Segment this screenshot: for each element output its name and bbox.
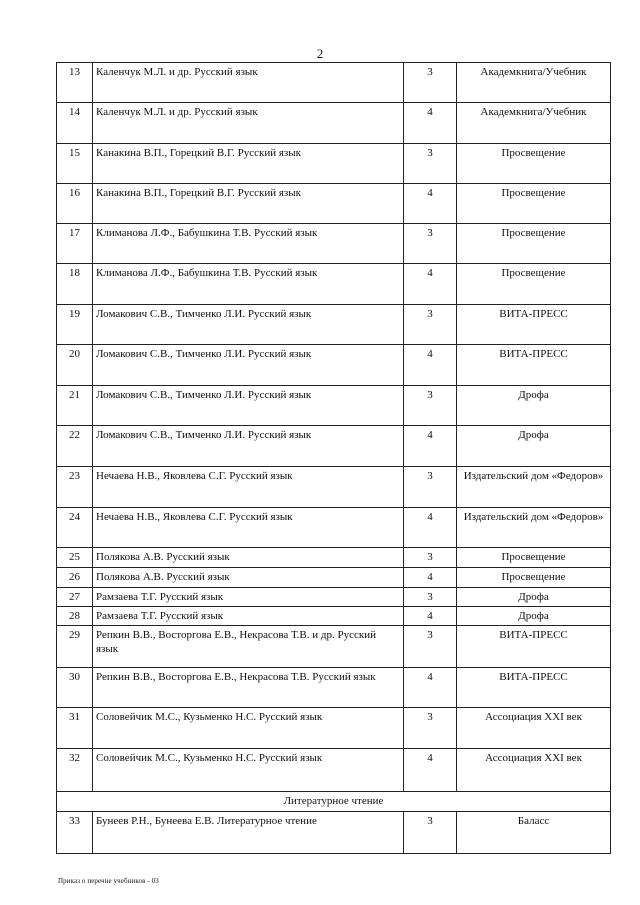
table-row xyxy=(57,426,611,467)
table-row xyxy=(57,103,611,144)
row-author-title: Каленчук М.Л. и др. Русский язык xyxy=(93,63,404,103)
row-grade: 3 xyxy=(404,305,457,345)
row-publisher: ВИТА-ПРЕСС xyxy=(457,668,611,708)
table-row xyxy=(57,224,611,264)
table-row xyxy=(57,467,611,508)
row-number: 28 xyxy=(57,607,93,626)
table-row xyxy=(57,548,611,568)
row-number: 23 xyxy=(57,467,93,508)
table-row xyxy=(57,708,611,749)
row-grade: 4 xyxy=(404,607,457,626)
table-row xyxy=(57,812,611,854)
row-grade: 4 xyxy=(404,568,457,588)
row-number: 17 xyxy=(57,224,93,264)
row-author-title: Ломакович С.В., Тимченко Л.И. Русский язык xyxy=(93,345,404,386)
table-row xyxy=(57,63,611,103)
row-number: 21 xyxy=(57,386,93,426)
row-author-title: Полякова А.В. Русский язык xyxy=(93,548,404,568)
row-number: 29 xyxy=(57,626,93,668)
row-publisher: Просвещение xyxy=(457,548,611,568)
row-publisher: Академкнига/Учебник xyxy=(457,103,611,144)
row-publisher: Просвещение xyxy=(457,144,611,184)
row-author-title: Канакина В.П., Горецкий В.Г. Русский язык xyxy=(93,184,404,224)
row-publisher: ВИТА-ПРЕСС xyxy=(457,305,611,345)
table-row xyxy=(57,264,611,305)
row-grade: 3 xyxy=(404,812,457,854)
row-author-title: Канакина В.П., Горецкий В.Г. Русский язык xyxy=(93,144,404,184)
row-publisher: Дрофа xyxy=(457,426,611,467)
row-publisher: Баласс xyxy=(457,812,611,854)
row-author-title: Полякова А.В. Русский язык xyxy=(93,568,404,588)
row-number: 16 xyxy=(57,184,93,224)
row-grade: 4 xyxy=(404,345,457,386)
table-row xyxy=(57,184,611,224)
row-number: 27 xyxy=(57,588,93,607)
row-number: 19 xyxy=(57,305,93,345)
row-publisher: Просвещение xyxy=(457,224,611,264)
textbook-table-body xyxy=(57,63,611,854)
table-row xyxy=(57,568,611,588)
row-author-title: Бунеев Р.Н., Бунеева Е.В. Литературное чтение xyxy=(93,812,404,854)
row-grade: 3 xyxy=(404,144,457,184)
page-number: 2 xyxy=(316,46,324,61)
row-grade: 3 xyxy=(404,548,457,568)
row-number: 26 xyxy=(57,568,93,588)
table-row xyxy=(57,668,611,708)
textbook-table xyxy=(56,62,611,854)
row-publisher: Издательский дом «Федоров» xyxy=(457,467,611,508)
row-author-title: Ломакович С.В., Тимченко Л.И. Русский язык xyxy=(93,305,404,345)
row-grade: 3 xyxy=(404,386,457,426)
row-author-title: Нечаева Н.В., Яковлева С.Г. Русский язык xyxy=(93,467,404,508)
row-author-title: Рамзаева Т.Г. Русский язык xyxy=(93,607,404,626)
row-publisher: Дрофа xyxy=(457,607,611,626)
row-number: 24 xyxy=(57,508,93,548)
table-row xyxy=(57,144,611,184)
row-publisher: Издательский дом «Федоров» xyxy=(457,508,611,548)
row-grade: 4 xyxy=(404,426,457,467)
row-publisher: Просвещение xyxy=(457,264,611,305)
row-grade: 4 xyxy=(404,749,457,792)
table-row xyxy=(57,386,611,426)
row-grade: 4 xyxy=(404,508,457,548)
row-publisher: Ассоциация XXI век xyxy=(457,749,611,792)
row-number: 13 xyxy=(57,63,93,103)
row-number: 33 xyxy=(57,812,93,854)
row-author-title: Соловейчик М.С., Кузьменко Н.С. Русский язык xyxy=(93,749,404,792)
row-number: 30 xyxy=(57,668,93,708)
row-number: 15 xyxy=(57,144,93,184)
row-grade: 3 xyxy=(404,588,457,607)
table-row xyxy=(57,305,611,345)
row-author-title: Каленчук М.Л. и др. Русский язык xyxy=(93,103,404,144)
row-grade: 4 xyxy=(404,668,457,708)
table-row xyxy=(57,345,611,386)
row-number: 32 xyxy=(57,749,93,792)
row-publisher: ВИТА-ПРЕСС xyxy=(457,626,611,668)
row-number: 31 xyxy=(57,708,93,749)
row-grade: 4 xyxy=(404,264,457,305)
table-row xyxy=(57,749,611,792)
row-grade: 4 xyxy=(404,184,457,224)
row-publisher: Академкнига/Учебник xyxy=(457,63,611,103)
row-author-title: Климанова Л.Ф., Бабушкина Т.В. Русский язык xyxy=(93,264,404,305)
row-grade: 3 xyxy=(404,224,457,264)
row-author-title: Ломакович С.В., Тимченко Л.И. Русский язык xyxy=(93,426,404,467)
row-publisher: Просвещение xyxy=(457,568,611,588)
row-author-title: Нечаева Н.В., Яковлева С.Г. Русский язык xyxy=(93,508,404,548)
row-grade: 4 xyxy=(404,103,457,144)
row-grade: 3 xyxy=(404,467,457,508)
row-number: 18 xyxy=(57,264,93,305)
row-author-title: Климанова Л.Ф., Бабушкина Т.В. Русский язык xyxy=(93,224,404,264)
table-row xyxy=(57,508,611,548)
row-author-title: Рамзаева Т.Г. Русский язык xyxy=(93,588,404,607)
row-author-title: Репкин В.В., Восторгова Е.В., Некрасова Т.В. и др. Русский язык xyxy=(93,626,404,668)
row-author-title: Ломакович С.В., Тимченко Л.И. Русский язык xyxy=(93,386,404,426)
row-publisher: Ассоциация XXI век xyxy=(457,708,611,749)
page-footer: Приказ о перечне учебников - 03 xyxy=(58,877,159,885)
section-title: Литературное чтение xyxy=(57,792,611,812)
row-publisher: Дрофа xyxy=(457,588,611,607)
row-grade: 3 xyxy=(404,708,457,749)
table-row xyxy=(57,607,611,626)
section-header-row xyxy=(57,792,611,812)
row-publisher: Просвещение xyxy=(457,184,611,224)
row-number: 25 xyxy=(57,548,93,568)
row-grade: 3 xyxy=(404,63,457,103)
row-number: 22 xyxy=(57,426,93,467)
row-publisher: Дрофа xyxy=(457,386,611,426)
row-author-title: Репкин В.В., Восторгова Е.В., Некрасова Т.В. Русский язык xyxy=(93,668,404,708)
row-number: 14 xyxy=(57,103,93,144)
row-number: 20 xyxy=(57,345,93,386)
table-row xyxy=(57,626,611,668)
table-row xyxy=(57,588,611,607)
row-grade: 3 xyxy=(404,626,457,668)
row-publisher: ВИТА-ПРЕСС xyxy=(457,345,611,386)
row-author-title: Соловейчик М.С., Кузьменко Н.С. Русский язык xyxy=(93,708,404,749)
